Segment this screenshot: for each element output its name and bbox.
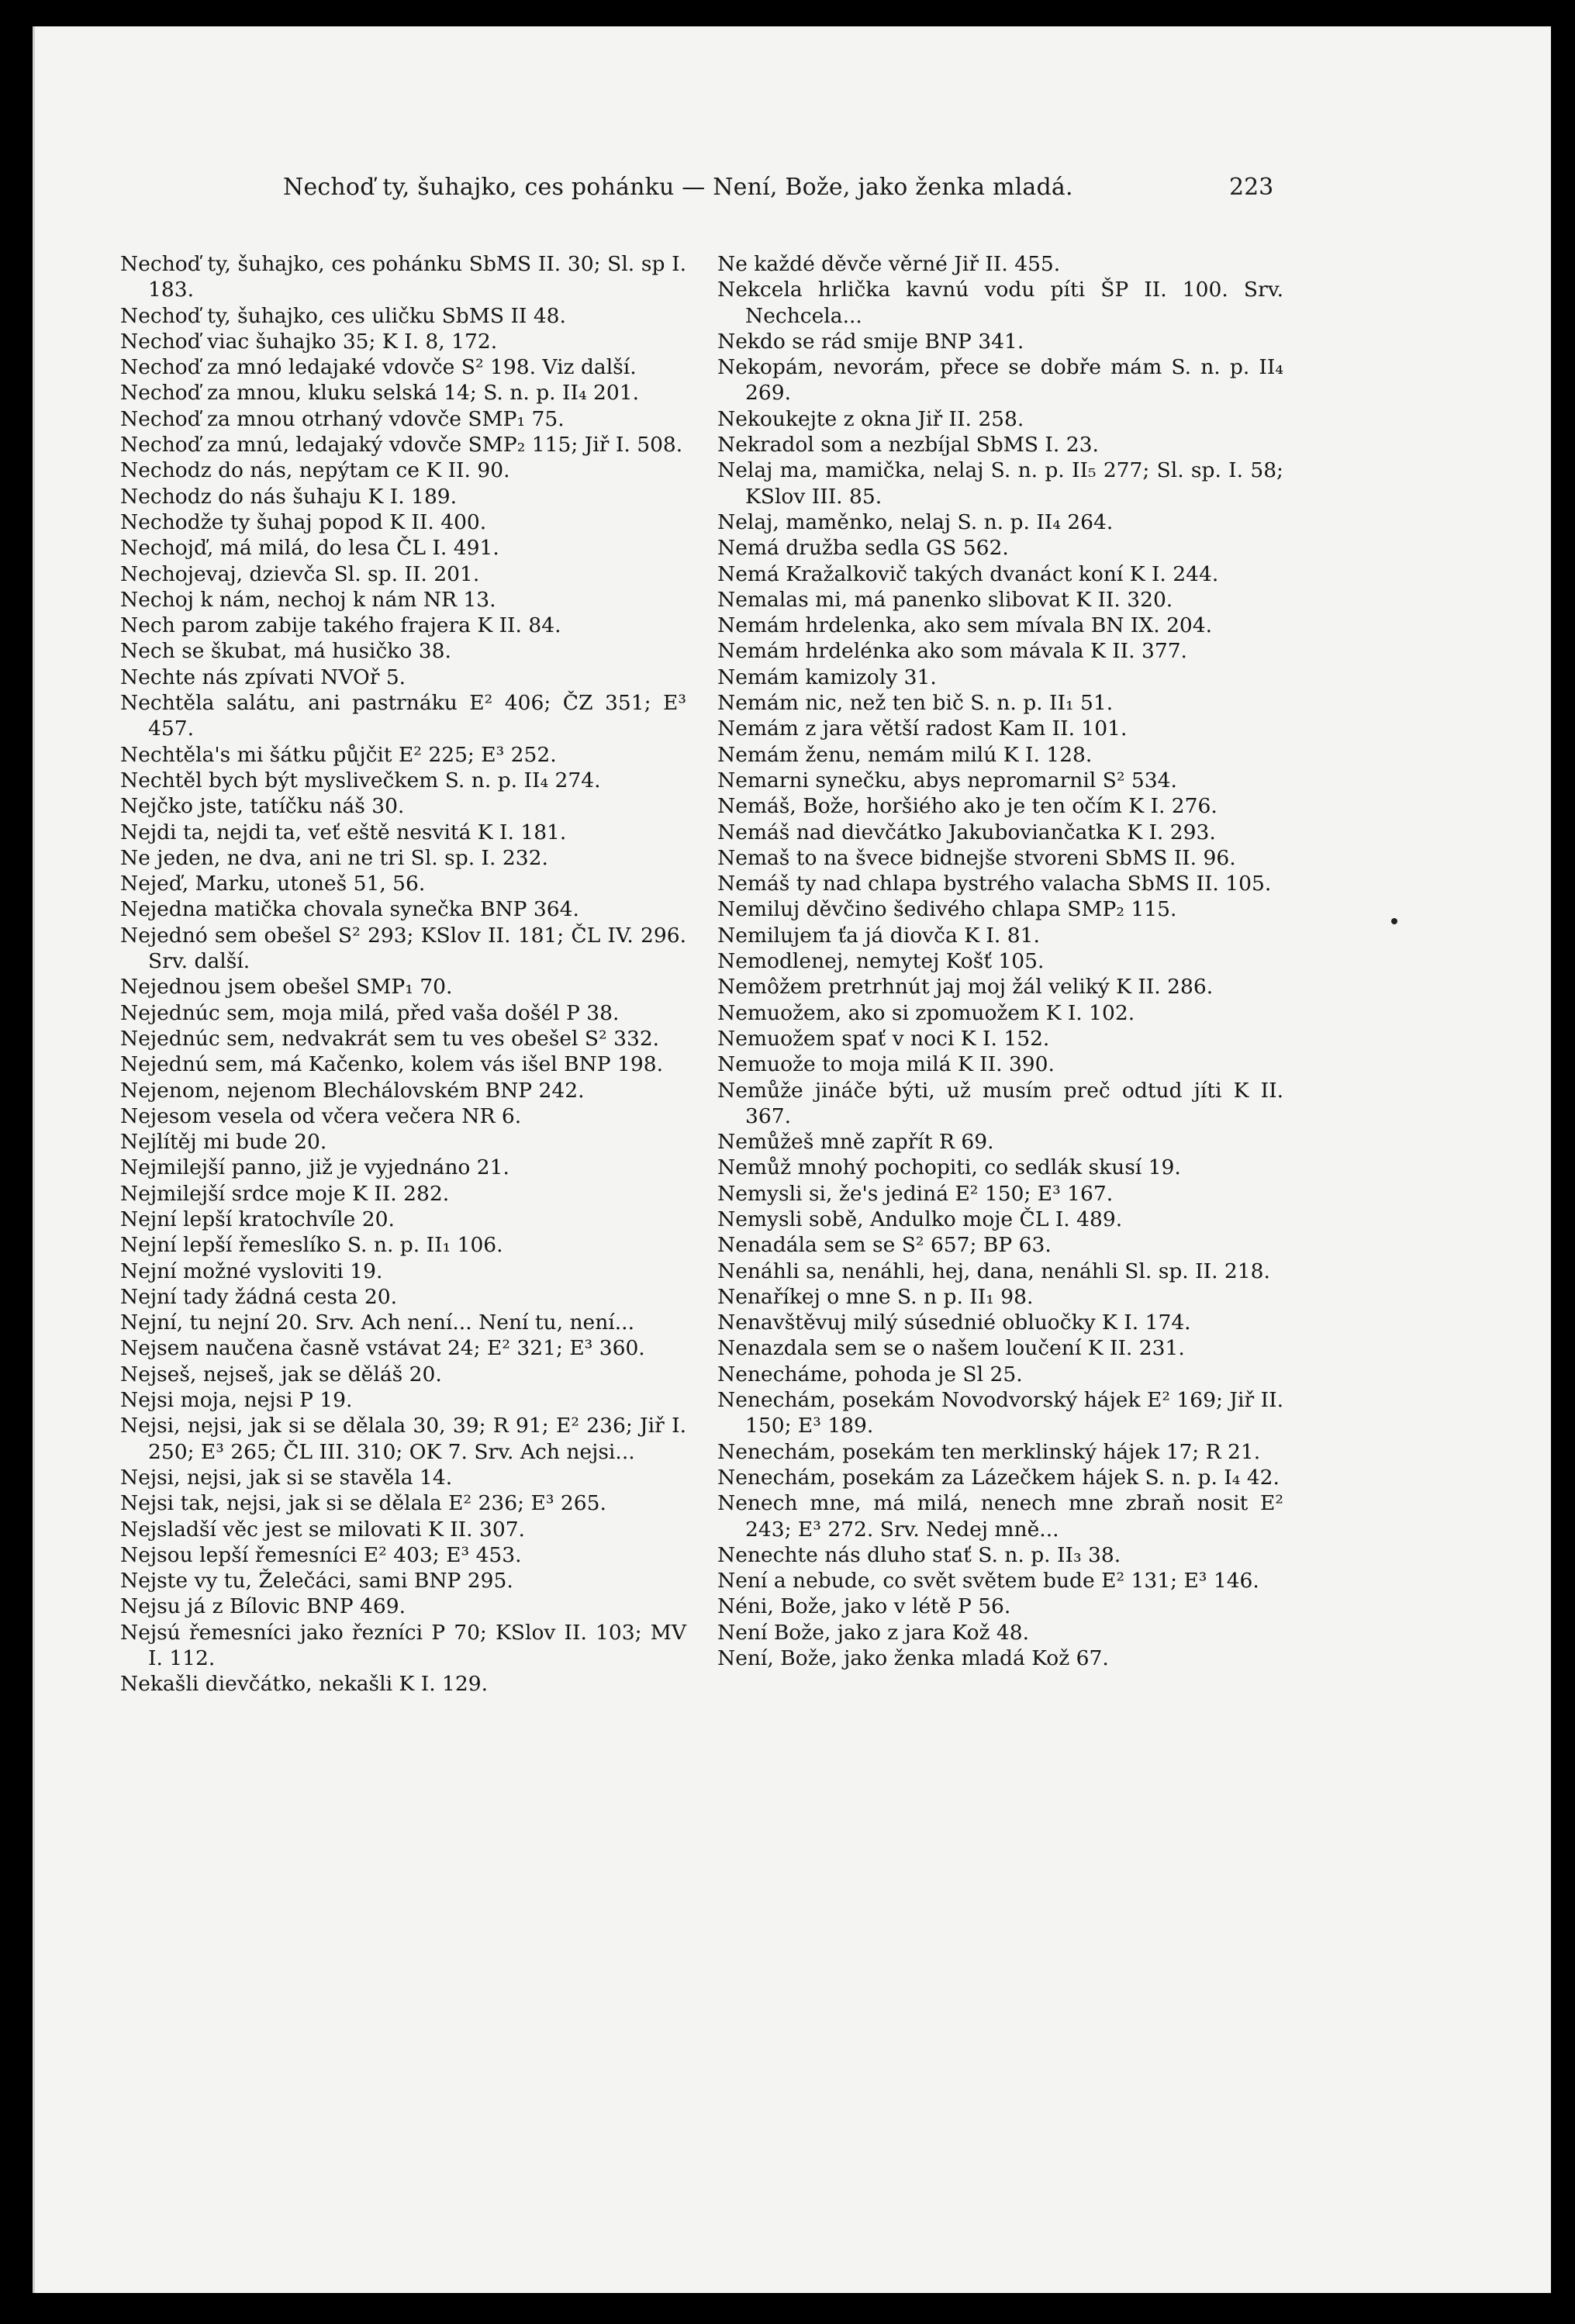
index-entry: Nejní lepší kratochvíle 20. [120, 1207, 395, 1231]
index-entry: Nenechám, posekám Novodvorský hájek E² 169; Jiř II. 150; E³ 189. [717, 1388, 1283, 1438]
index-entry: Není a nebude, co svět světem bude E² 131; E³ 146. [717, 1569, 1259, 1594]
index-entry: Nejdi ta, nejdi ta, veť eště nesvitá K I. 181. [120, 820, 567, 844]
index-entry: Nemám nic, než ten bič S. n. p. II₁ 51. [717, 691, 1114, 716]
index-entry: Nechte nás zpívati NVOř 5. [120, 665, 406, 689]
index-entry: Nechoď viac šuhajko 35; K I. 8, 172. [120, 329, 498, 354]
index-entry: Nemůže jináče býti, už musím preč odtud jíti K II. 367. [717, 1078, 1283, 1128]
index-entry: Nejednó sem obešel S² 293; KSlov II. 181; ČL IV. 296. Srv. další. [120, 923, 686, 974]
index-entry: Nechoď za mnou, kluku selská 14; S. n. p. II₄ 201. [120, 381, 639, 406]
index-entry: Nechoď ty, šuhajko, ces pohánku SbMS II. 30; Sl. sp I. 183. [120, 252, 686, 302]
index-entry: Nejmilejší srdce moje K II. 282. [120, 1181, 450, 1206]
index-entry: Nejednú sem, má Kačenko, kolem vás išel BNP 198. [120, 1052, 664, 1077]
index-entry: Ne každé děvče věrné Jiř II. 455. [717, 252, 1061, 276]
index-entry: Nelaj ma, mamička, nelaj S. n. p. II₅ 277; Sl. sp. I. 58; KSlov III. 85. [717, 458, 1283, 509]
index-entry: Není Bože, jako z jara Kož 48. [717, 1620, 1030, 1645]
index-entry: Nenechám, posekám za Lázečkem hájek S. n. p. I₄ 42. [717, 1465, 1280, 1490]
index-entry: Nejedna matička chovala synečka BNP 364. [120, 897, 579, 922]
index-entry: Nechojď, má milá, do lesa ČL I. 491. [120, 536, 499, 561]
index-entry: Nenadála sem se S² 657; BP 63. [717, 1233, 1052, 1258]
index-entry: Nechoj k nám, nechoj k nám NR 13. [120, 587, 496, 612]
index-entry: Nemalas mi, má panenko slibovat K II. 320. [717, 587, 1173, 612]
index-entry: Nenech mne, má milá, nenech mne zbraň nosit E² 243; E³ 272. Srv. Nedej mně... [717, 1491, 1283, 1542]
index-entry: Nechodže ty šuhaj popod K II. 400. [120, 509, 487, 534]
index-entry: Nenecháme, pohoda je Sl 25. [717, 1362, 1023, 1386]
index-entry: Nejní, tu nejní 20. Srv. Ach není... Není tu, není... [120, 1310, 635, 1335]
index-entry: Nejednúc sem, moja milá, před vaša došél P 38. [120, 1000, 620, 1025]
index-entry: Nemaš to na švece bidnejše stvoreni SbMS II. 96. [717, 845, 1236, 870]
index-entry: Nejeď, Marku, utoneš 51, 56. [120, 872, 426, 896]
index-entry: Nejsem naučena časně vstávat 24; E² 321; E³ 360. [120, 1336, 645, 1361]
speck-mark [1391, 918, 1397, 924]
running-head: Nechoď ty, šuhajko, ces pohánku — Není, Bože, jako ženka mladá. [283, 174, 1073, 201]
index-entry: Nemiluj děvčino šedivého chlapa SMP₂ 115. [717, 897, 1177, 922]
index-entry: Nemilujem ťa já diovča K I. 81. [717, 923, 1040, 948]
index-entry: Nenechám, posekám ten merklinský hájek 17; R 21. [717, 1439, 1261, 1464]
index-entry: Nejednou jsem obešel SMP₁ 70. [120, 975, 453, 1000]
index-entry: Nemuože to moja milá K II. 390. [717, 1052, 1055, 1077]
index-entry: Nejní možné vysloviti 19. [120, 1259, 383, 1283]
index-entry: Nemáš nad dievčátko Jakuboviančatka K I. 293. [717, 820, 1216, 844]
index-entry: Nechodz do nás šuhaju K I. 189. [120, 484, 458, 509]
index-entry: Nemarni synečku, abys nepromarnil S² 534. [717, 768, 1177, 793]
page-number: 223 [1229, 174, 1274, 201]
index-entry: Nechojevaj, dzievča Sl. sp. II. 201. [120, 561, 480, 586]
index-entry: Nejsladší věc jest se milovati K II. 307. [120, 1517, 525, 1542]
index-entry: Nejmilejší panno, již je vyjednáno 21. [120, 1155, 509, 1180]
index-entry: Nech se škubat, má husičko 38. [120, 639, 451, 664]
index-column-right [717, 251, 1283, 1671]
index-entry: Nejsou lepší řemesníci E² 403; E³ 453. [120, 1542, 522, 1567]
index-entry: Nenechte nás dluho stať S. n. p. II₃ 38. [717, 1542, 1121, 1567]
index-entry: Nechtěl bych být myslivečkem S. n. p. II₄ 274. [120, 768, 601, 793]
index-entry: Nemuožem spať v noci K I. 152. [717, 1026, 1050, 1051]
index-entry: Nemá družba sedla GS 562. [717, 536, 1009, 561]
index-entry: Nemám hrdelenka, ako sem mívala BN IX. 204. [717, 613, 1213, 638]
index-entry: Nechoď za mnó ledajaké vdovče S² 198. Viz další. [120, 355, 637, 380]
index-entry: Nejsu já z Bílovic BNP 469. [120, 1594, 406, 1619]
index-entry: Nemysli si, že's jediná E² 150; E³ 167. [717, 1181, 1114, 1206]
index-entry: Nemuožem, ako si zpomuožem K I. 102. [717, 1000, 1135, 1025]
index-entry: Nenaříkej o mne S. n p. II₁ 98. [717, 1284, 1034, 1309]
index-entry: Ne jeden, ne dva, ani ne tri Sl. sp. I. 232. [120, 845, 548, 870]
index-entry: Nekdo se rád smije BNP 341. [717, 329, 1024, 354]
index-entry: Nechodz do nás, nepýtam ce K II. 90. [120, 458, 510, 483]
index-entry: Nemám z jara větší radost Kam II. 101. [717, 717, 1128, 741]
index-entry: Néni, Bože, jako v létě P 56. [717, 1594, 1011, 1619]
index-entry: Nechoď ty, šuhajko, ces uličku SbMS II 48. [120, 303, 566, 328]
index-entry: Nejčko jste, tatíčku náš 30. [120, 794, 405, 819]
index-entry: Nekcela hrlička kavnú vodu píti ŠP II. 100. Srv. Nechcela... [717, 278, 1283, 328]
index-entry: Nejsi moja, nejsi P 19. [120, 1388, 353, 1413]
index-entry: Nenáhli sa, nenáhli, hej, dana, nenáhli Sl. sp. II. 218. [717, 1259, 1270, 1283]
index-entry: Nejsi, nejsi, jak si se dělala 30, 39; R 91; E² 236; Jiř I. 250; E³ 265; ČL III. 310; OK 7. Srv. Ach nejsi... [120, 1414, 686, 1464]
index-entry: Nechtěla salátu, ani pastrnáku E² 406; ČZ 351; E³ 457. [120, 691, 686, 741]
index-entry: Nechoď za mnú, ledajaký vdovče SMP₂ 115; Jiř I. 508. [120, 433, 683, 458]
index-entry: Nelaj, maměnko, nelaj S. n. p. II₄ 264. [717, 509, 1114, 534]
index-entry: Nejní tady žádná cesta 20. [120, 1284, 398, 1309]
index-entry: Nejesom vesela od včera večera NR 6. [120, 1103, 522, 1128]
index-entry: Nekradol som a nezbíjal SbMS I. 23. [717, 433, 1099, 458]
index-entry: Nemůžeš mně zapřít R 69. [717, 1130, 994, 1155]
index-entry: Nejlítěj mi bude 20. [120, 1130, 327, 1155]
index-entry: Nejste vy tu, Želečáci, sami BNP 295. [120, 1569, 513, 1594]
index-entry: Nemám hrdelénka ako som mávala K II. 377. [717, 639, 1187, 664]
index-entry: Nemá Kražalkovič takých dvanáct koní K I. 244. [717, 561, 1219, 586]
index-entry: Nechoď za mnou otrhaný vdovče SMP₁ 75. [120, 406, 565, 431]
index-entry: Nemáš ty nad chlapa bystrého valacha SbMS II. 105. [717, 872, 1272, 896]
index-entry: Nemůž mnohý pochopiti, co sedlák skusí 19. [717, 1155, 1181, 1180]
index-entry: Nejsi, nejsi, jak si se stavěla 14. [120, 1465, 453, 1490]
index-entry: Nejsú řemesníci jako řezníci P 70; KSlov II. 103; MV I. 112. [120, 1620, 686, 1671]
index-entry: Nejenom, nejenom Blechálovském BNP 242. [120, 1078, 585, 1103]
index-entry: Nekašli dievčátko, nekašli K I. 129. [120, 1672, 489, 1697]
index-entry: Nejní lepší řemeslíko S. n. p. II₁ 106. [120, 1233, 503, 1258]
index-entry: Nech parom zabije takého frajera K II. 84. [120, 613, 561, 638]
index-entry: Nekoukejte z okna Jiř II. 258. [717, 406, 1024, 431]
index-entry: Nenavštěvuj milý súsednié obluočky K I. 174. [717, 1310, 1191, 1335]
index-entry: Nemám kamizoly 31. [717, 665, 937, 689]
index-entry: Nenazdala sem se o našem loučení K II. 231. [717, 1336, 1185, 1361]
index-entry: Nemysli sobě, Andulko moje ČL I. 489. [717, 1207, 1123, 1231]
book-page [33, 26, 1551, 2293]
index-entry: Nemáš, Bože, horšiého ako je ten očím K I. 276. [717, 794, 1218, 819]
index-entry: Nekopám, nevorám, přece se dobře mám S. n. p. II₄ 269. [717, 355, 1283, 406]
index-entry: Nejseš, nejseš, jak se děláš 20. [120, 1362, 442, 1386]
index-entry: Nemodlenej, nemytej Košť 105. [717, 949, 1045, 974]
index-entry: Nechtěla's mi šátku půjčit E² 225; E³ 252. [120, 742, 557, 767]
index-entry: Nejednúc sem, nedvakrát sem tu ves obešel S² 332. [120, 1026, 660, 1051]
index-entry: Nemôžem pretrhnút jaj moj žál veliký K II. 286. [717, 975, 1214, 1000]
index-column-left [120, 251, 686, 1697]
index-entry: Nemám ženu, nemám milú K I. 128. [717, 742, 1093, 767]
index-entry: Není, Bože, jako ženka mladá Kož 67. [717, 1646, 1109, 1671]
index-entry: Nejsi tak, nejsi, jak si se dělala E² 236; E³ 265. [120, 1491, 606, 1516]
